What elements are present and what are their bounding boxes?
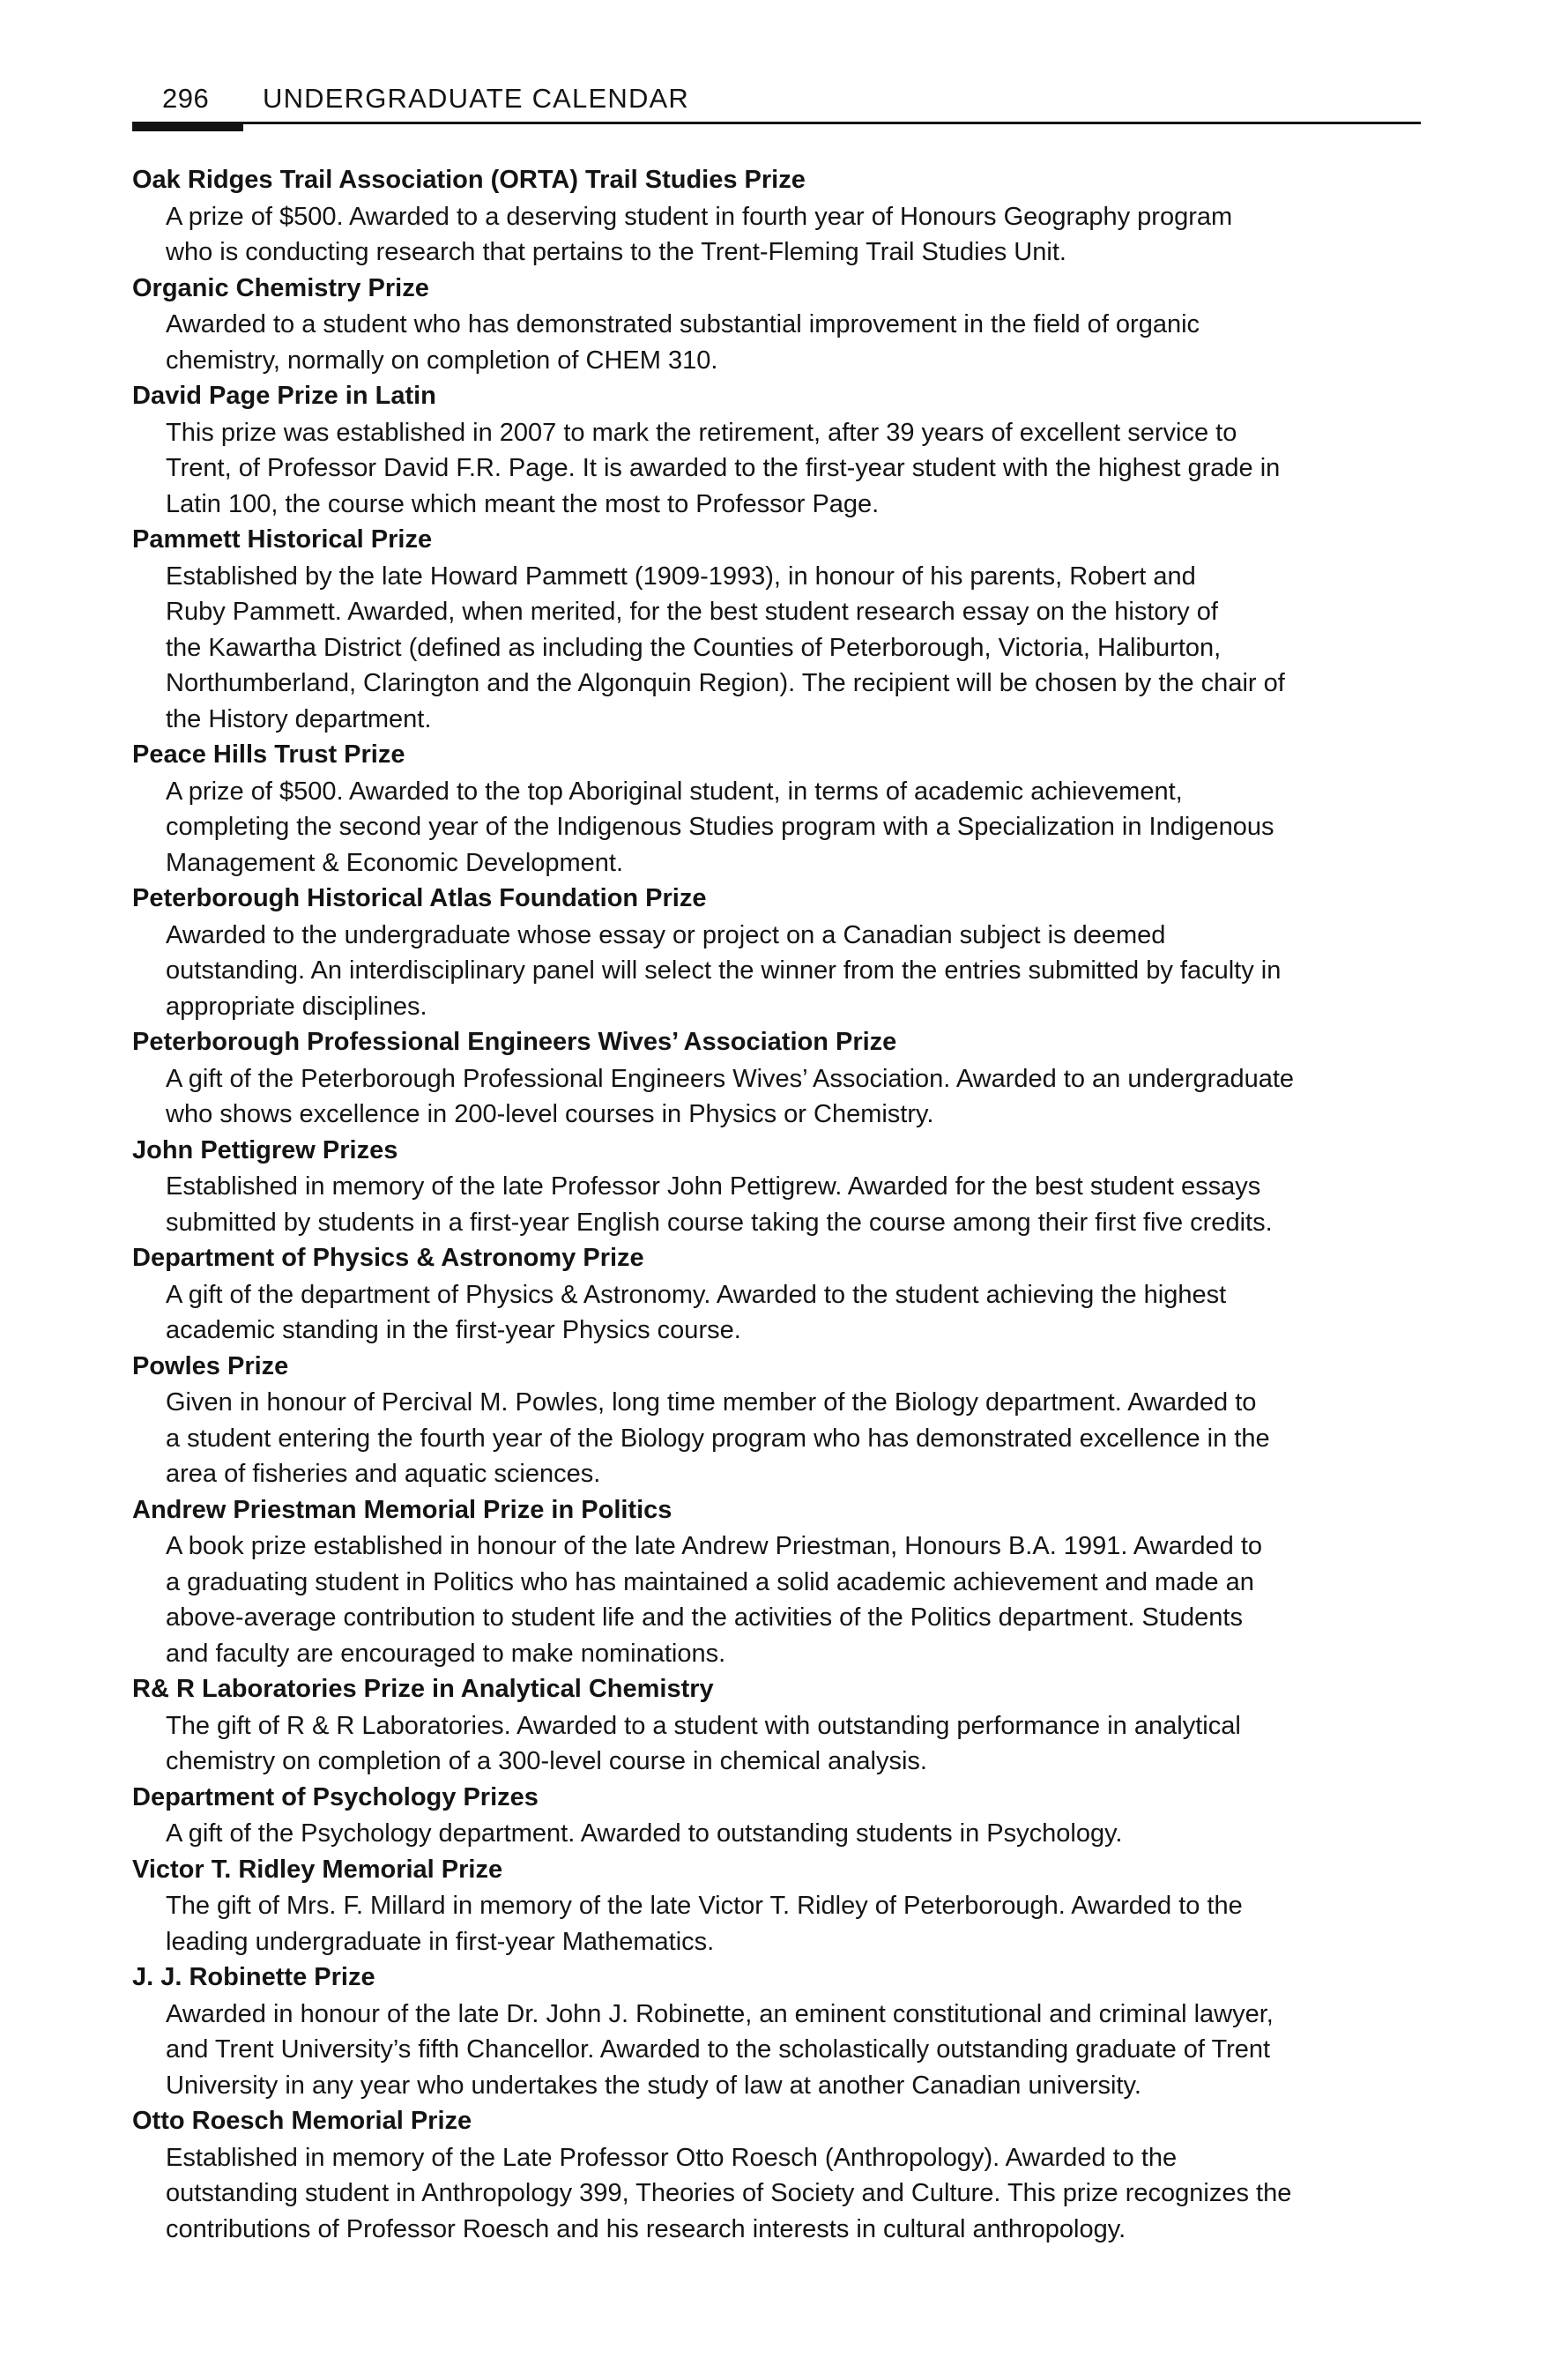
description-line: Latin 100, the course which meant the most to Professor Page. bbox=[166, 489, 880, 518]
prize-description bbox=[166, 1888, 1424, 1960]
description-line: a student entering the fourth year of the Biology program who has demonstrated excellence in the bbox=[166, 1424, 1270, 1453]
prize-title: Powles Prize bbox=[132, 1351, 289, 1380]
prize-title: Oak Ridges Trail Association (ORTA) Trail Studies Prize bbox=[132, 166, 806, 194]
prize-title: Otto Roesch Memorial Prize bbox=[132, 2107, 472, 2135]
description-line: Northumberland, Clarington and the Algonquin Region). The recipient will be chosen by the chair of bbox=[166, 669, 1285, 697]
description-line: Established by the late Howard Pammett (1909-1993), in honour of his parents, Robert and bbox=[166, 562, 1196, 591]
prize-entry bbox=[132, 1852, 1424, 1960]
description-line: Trent, of Professor David F.R. Page. It is awarded to the first-year student with the highest grade in bbox=[166, 454, 1281, 482]
description-line: A prize of $500. Awarded to the top Aboriginal student, in terms of academic achievement, bbox=[166, 777, 1183, 806]
prize-entry bbox=[132, 378, 1424, 522]
description-line: A prize of $500. Awarded to a deserving student in fourth year of Honours Geography program bbox=[166, 202, 1233, 231]
prize-entry bbox=[132, 1024, 1424, 1133]
description-line: appropriate disciplines. bbox=[166, 992, 427, 1021]
description-line: a graduating student in Politics who has maintained a solid academic achievement and made an bbox=[166, 1567, 1254, 1596]
prize-description bbox=[166, 415, 1424, 523]
description-line: Awarded in honour of the late Dr. John J. Robinette, an eminent constitutional and criminal lawyer, bbox=[166, 1999, 1274, 2028]
description-line: and faculty are encouraged to make nominations. bbox=[166, 1639, 726, 1668]
prize-entry bbox=[132, 881, 1424, 1024]
prize-entry bbox=[132, 1240, 1424, 1349]
prize-description bbox=[166, 1997, 1424, 2104]
prize-title: David Page Prize in Latin bbox=[132, 382, 436, 410]
prize-description bbox=[166, 1708, 1424, 1780]
prize-description bbox=[166, 918, 1424, 1025]
prize-title: Pammett Historical Prize bbox=[132, 525, 433, 554]
description-line: and Trent University’s fifth Chancellor. Awarded to the scholastically outstanding graduate of Trent bbox=[166, 2035, 1271, 2064]
prize-entry bbox=[132, 271, 1424, 379]
running-head: UNDERGRADUATE CALENDAR bbox=[263, 83, 689, 114]
prize-entry bbox=[132, 1133, 1424, 1241]
description-line: academic standing in the first-year Physics course. bbox=[166, 1316, 741, 1344]
prize-entry bbox=[132, 522, 1424, 737]
description-line: University in any year who undertakes the study of law at another Canadian university. bbox=[166, 2071, 1141, 2100]
description-line: submitted by students in a first-year English course taking the course among their first five credits. bbox=[166, 1208, 1273, 1237]
prize-description bbox=[166, 774, 1424, 881]
description-line: chemistry, normally on completion of CHEM 310. bbox=[166, 346, 718, 375]
description-line: chemistry on completion of a 300-level course in chemical analysis. bbox=[166, 1747, 927, 1775]
prize-title: Department of Physics & Astronomy Prize bbox=[132, 1244, 644, 1272]
description-line: The gift of Mrs. F. Millard in memory of the late Victor T. Ridley of Peterborough. Awarded to the bbox=[166, 1892, 1243, 1920]
description-line: the Kawartha District (defined as including the Counties of Peterborough, Victoria, Haliburton, bbox=[166, 633, 1222, 662]
prize-description bbox=[166, 1528, 1424, 1671]
description-line: This prize was established in 2007 to mark the retirement, after 39 years of excellent service to bbox=[166, 418, 1237, 447]
prize-entry bbox=[132, 1960, 1424, 2103]
prize-title: Peterborough Historical Atlas Foundation Prize bbox=[132, 884, 707, 912]
description-line: Given in honour of Percival M. Powles, long time member of the Biology department. Awarded to bbox=[166, 1388, 1257, 1417]
description-line: The gift of R & R Laboratories. Awarded to a student with outstanding performance in analytical bbox=[166, 1711, 1241, 1740]
prize-entry bbox=[132, 1349, 1424, 1492]
prize-title: John Pettigrew Prizes bbox=[132, 1135, 398, 1164]
prize-title: Andrew Priestman Memorial Prize in Politics bbox=[132, 1495, 672, 1524]
prize-description bbox=[166, 1385, 1424, 1492]
prize-title: Department of Psychology Prizes bbox=[132, 1782, 539, 1811]
description-line: the History department. bbox=[166, 704, 432, 733]
prize-description bbox=[166, 559, 1424, 738]
prize-description bbox=[166, 1277, 1424, 1349]
description-line: Ruby Pammett. Awarded, when merited, for the best student research essay on the history of bbox=[166, 598, 1218, 626]
prize-description bbox=[166, 2140, 1424, 2248]
description-line: contributions of Professor Roesch and his research interests in cultural anthropology. bbox=[166, 2214, 1126, 2243]
description-line: A book prize established in honour of the late Andrew Priestman, Honours B.A. 1991. Awarded to bbox=[166, 1532, 1263, 1560]
description-line: area of fisheries and aquatic sciences. bbox=[166, 1460, 601, 1488]
description-line: completing the second year of the Indigenous Studies program with a Specialization in Indigenous bbox=[166, 813, 1274, 841]
description-line: above-average contribution to student life and the activities of the Politics department. Students bbox=[166, 1603, 1243, 1632]
description-line: A gift of the department of Physics & Astronomy. Awarded to the student achieving the highest bbox=[166, 1280, 1227, 1309]
prize-description bbox=[166, 1816, 1424, 1852]
header-rule bbox=[132, 122, 1421, 124]
prize-title: Organic Chemistry Prize bbox=[132, 273, 429, 302]
description-line: Awarded to the undergraduate whose essay or project on a Canadian subject is deemed bbox=[166, 920, 1166, 949]
description-line: outstanding. An interdisciplinary panel will select the winner from the entries submitted by faculty in bbox=[166, 956, 1282, 985]
prize-description bbox=[166, 199, 1424, 271]
prize-entry bbox=[132, 1671, 1424, 1780]
description-line: who is conducting research that pertains to the Trent-Fleming Trail Studies Unit. bbox=[166, 238, 1066, 266]
prize-title: Peterborough Professional Engineers Wives’ Association Prize bbox=[132, 1028, 897, 1056]
page-header bbox=[132, 81, 1421, 127]
description-line: leading undergraduate in first-year Mathematics. bbox=[166, 1927, 715, 1956]
description-line: A gift of the Psychology department. Awarded to outstanding students in Psychology. bbox=[166, 1819, 1123, 1848]
prize-entry bbox=[132, 1492, 1424, 1672]
description-line: outstanding student in Anthropology 399, Theories of Society and Culture. This prize recognizes the bbox=[166, 2179, 1292, 2207]
prize-list bbox=[132, 162, 1424, 2247]
prize-title: Victor T. Ridley Memorial Prize bbox=[132, 1855, 503, 1884]
header-tab-marker bbox=[132, 122, 243, 131]
page-number: 296 bbox=[162, 83, 210, 114]
prize-entry bbox=[132, 737, 1424, 881]
description-line: Established in memory of the Late Professor Otto Roesch (Anthropology). Awarded to the bbox=[166, 2143, 1178, 2172]
prize-entry bbox=[132, 162, 1424, 271]
prize-description bbox=[166, 1169, 1424, 1240]
description-line: Management & Economic Development. bbox=[166, 848, 624, 877]
description-line: Awarded to a student who has demonstrated substantial improvement in the field of organic bbox=[166, 310, 1200, 338]
prize-description bbox=[166, 1061, 1424, 1133]
prize-entry bbox=[132, 1780, 1424, 1852]
prize-title: R& R Laboratories Prize in Analytical Chemistry bbox=[132, 1675, 714, 1703]
prize-entry bbox=[132, 2103, 1424, 2247]
prize-title: J. J. Robinette Prize bbox=[132, 1963, 375, 1991]
description-line: A gift of the Peterborough Professional Engineers Wives’ Association. Awarded to an undergraduate bbox=[166, 1064, 1295, 1093]
description-line: who shows excellence in 200-level courses in Physics or Chemistry. bbox=[166, 1100, 934, 1128]
prize-description bbox=[166, 307, 1424, 378]
prize-title: Peace Hills Trust Prize bbox=[132, 740, 405, 769]
description-line: Established in memory of the late Professor John Pettigrew. Awarded for the best student essays bbox=[166, 1172, 1261, 1201]
